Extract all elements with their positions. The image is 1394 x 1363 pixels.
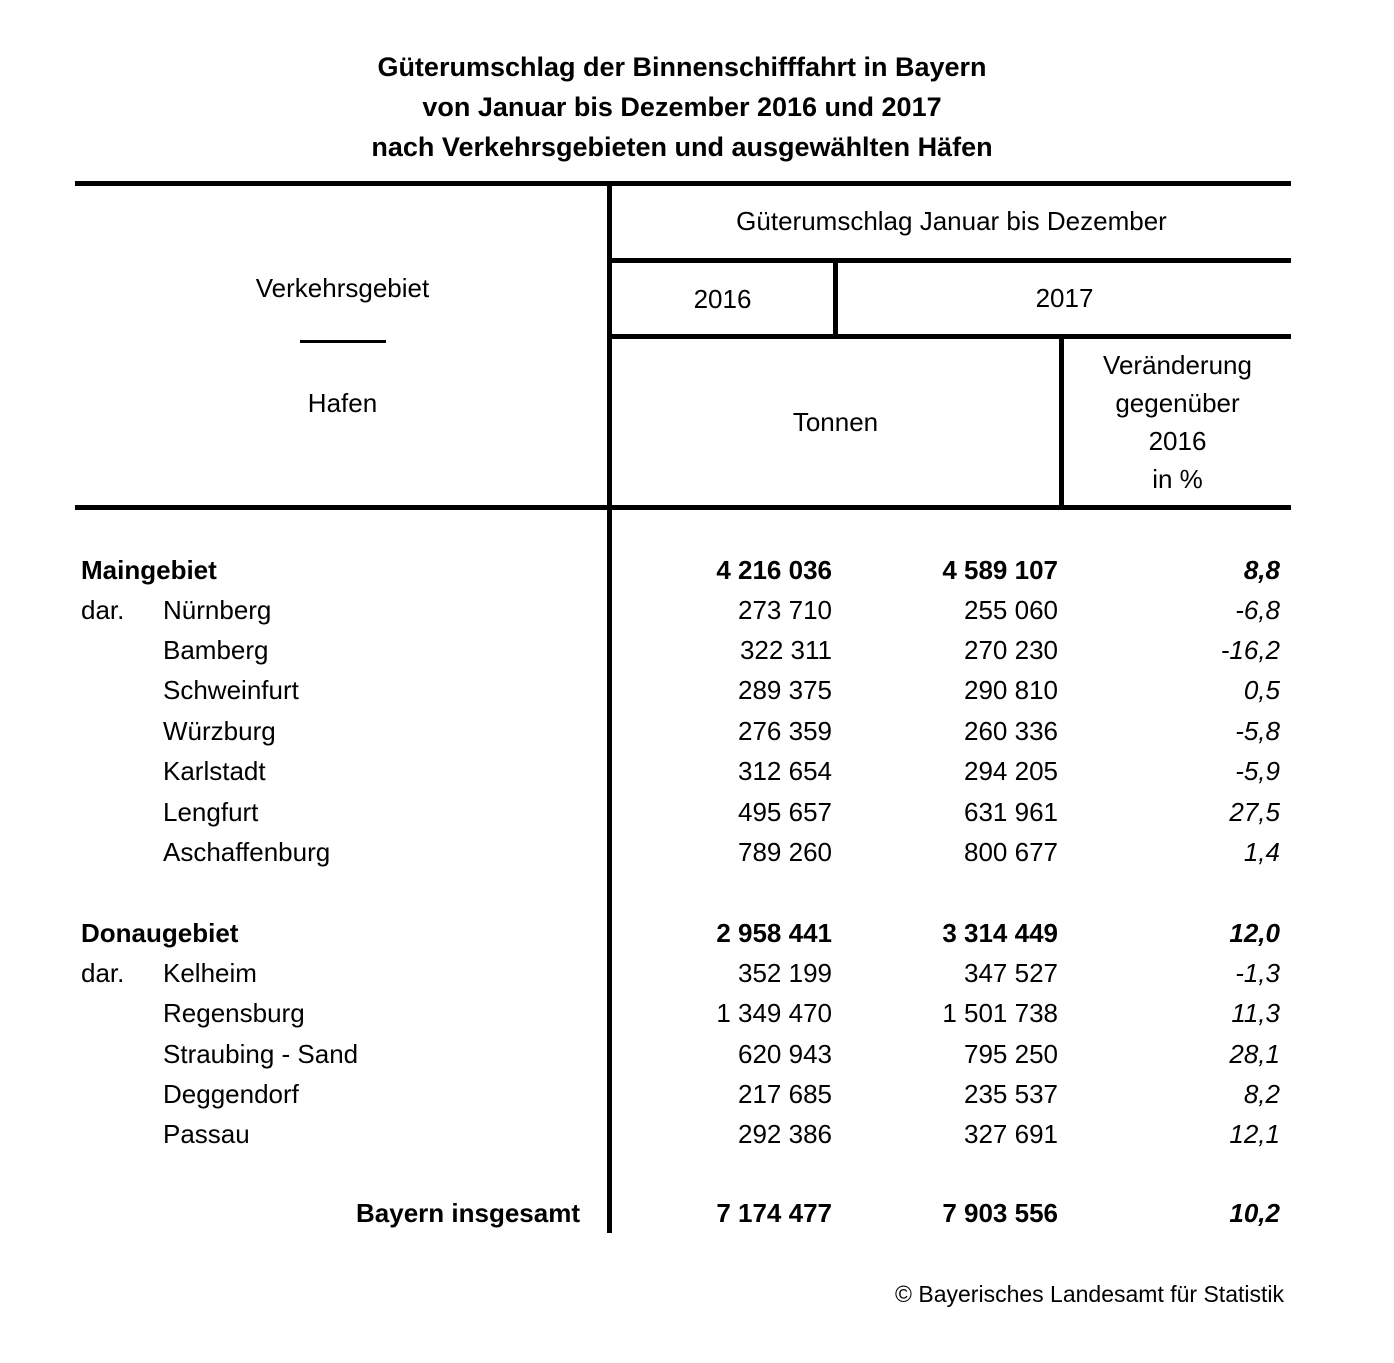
port-name: Deggendorf [163, 1079, 299, 1109]
port-name: Passau [163, 1119, 250, 1149]
value-2016: 273 710 [738, 595, 832, 625]
value-2017: 795 250 [964, 1039, 1058, 1069]
table-row [0, 993, 1394, 1033]
change-header-line-2: gegenüber [1115, 388, 1240, 418]
value-2016: 352 199 [738, 958, 832, 988]
stub-header-top: Verkehrsgebiet [255, 273, 430, 303]
port-name: Würzburg [163, 716, 276, 746]
change-header [1064, 346, 1291, 498]
change-percent: -16,2 [1220, 635, 1280, 665]
dar-prefix: dar. [81, 595, 125, 625]
change-percent: 10,2 [1229, 1198, 1280, 1228]
year-2016-header: 2016 [693, 284, 752, 314]
group-header-rule [607, 258, 1291, 263]
port-name: Bamberg [163, 635, 269, 665]
change-percent: -5,9 [1235, 756, 1280, 786]
stub-header-bottom: Hafen [307, 388, 378, 418]
port-name: Regensburg [163, 998, 305, 1028]
value-2016: 292 386 [738, 1119, 832, 1149]
copyright-notice: © Bayerisches Landesamt für Statistik [895, 1281, 1284, 1307]
table-top-rule [75, 181, 1291, 186]
value-2017: 327 691 [964, 1119, 1058, 1149]
stub-header-separator [300, 340, 386, 343]
header-bottom-rule [75, 505, 1291, 510]
table-row-total [0, 1193, 1394, 1233]
change-percent: 12,0 [1229, 918, 1280, 948]
value-2017: 260 336 [964, 716, 1058, 746]
change-percent: 12,1 [1229, 1119, 1280, 1149]
value-2016: 276 359 [738, 716, 832, 746]
port-name: Straubing - Sand [163, 1039, 359, 1069]
table-row-region [0, 550, 1394, 590]
value-2016: 620 943 [738, 1039, 832, 1069]
title-line-1: Güterumschlag der Binnenschifffahrt in Bayern [377, 52, 987, 82]
port-name: Aschaffenburg [163, 837, 331, 867]
region-name: Maingebiet [81, 555, 217, 585]
year-header-rule [607, 334, 1291, 339]
value-2016: 4 216 036 [716, 555, 832, 585]
value-2016: 1 349 470 [716, 998, 832, 1028]
value-2017: 4 589 107 [942, 555, 1058, 585]
table-row [0, 792, 1394, 832]
value-2017: 290 810 [964, 675, 1058, 705]
change-percent: 27,5 [1229, 797, 1280, 827]
value-2017: 294 205 [964, 756, 1058, 786]
change-percent: -6,8 [1235, 595, 1280, 625]
group-header: Güterumschlag Januar bis Dezember [736, 206, 1167, 236]
value-2016: 289 375 [738, 675, 832, 705]
change-header-line-1: Veränderung [1103, 350, 1252, 380]
change-percent: 1,4 [1243, 837, 1280, 867]
table-row [0, 711, 1394, 751]
value-2016: 217 685 [738, 1079, 832, 1109]
value-2017: 235 537 [964, 1079, 1058, 1109]
title-line-3: nach Verkehrsgebieten und ausgewählten Häfen [371, 132, 993, 162]
value-2016: 322 311 [739, 635, 832, 665]
value-2017: 1 501 738 [942, 998, 1058, 1028]
table-row [0, 751, 1394, 791]
table-row [0, 832, 1394, 872]
table-row [0, 590, 1394, 630]
table-row [0, 953, 1394, 993]
port-name: Lengfurt [163, 797, 259, 827]
dar-prefix: dar. [81, 958, 125, 988]
value-2017: 270 230 [964, 635, 1058, 665]
port-name: Schweinfurt [163, 675, 299, 705]
table-row [0, 670, 1394, 710]
value-2017: 347 527 [964, 958, 1058, 988]
table-row [0, 1074, 1394, 1114]
value-2016: 2 958 441 [716, 918, 832, 948]
table-row [0, 1034, 1394, 1074]
change-percent: 8,2 [1243, 1079, 1280, 1109]
title-line-2: von Januar bis Dezember 2016 und 2017 [422, 92, 942, 122]
value-2017: 800 677 [964, 837, 1058, 867]
value-2016: 7 174 477 [716, 1198, 832, 1228]
change-percent: 8,8 [1243, 555, 1280, 585]
port-name: Nürnberg [163, 595, 272, 625]
unit-header: Tonnen [792, 407, 879, 437]
change-percent: -5,8 [1235, 716, 1280, 746]
table-row-region [0, 913, 1394, 953]
value-2016: 495 657 [738, 797, 832, 827]
region-name: Donaugebiet [81, 918, 239, 948]
year-2017-header: 2017 [1035, 283, 1094, 313]
table-row [0, 630, 1394, 670]
change-header-line-4: in % [1152, 464, 1203, 494]
value-2017: 3 314 449 [942, 918, 1058, 948]
table-row [0, 1114, 1394, 1154]
value-2017: 255 060 [964, 595, 1058, 625]
change-percent: -1,3 [1235, 958, 1280, 988]
port-name: Kelheim [163, 958, 257, 988]
change-percent: 28,1 [1229, 1039, 1280, 1069]
value-2017: 7 903 556 [942, 1198, 1058, 1228]
port-name: Karlstadt [163, 756, 266, 786]
value-2016: 789 260 [738, 837, 832, 867]
value-2017: 631 961 [964, 797, 1058, 827]
change-header-line-3: 2016 [1148, 426, 1207, 456]
total-label: Bayern insgesamt [356, 1198, 580, 1228]
value-2016: 312 654 [738, 756, 832, 786]
change-percent: 0,5 [1243, 675, 1280, 705]
change-percent: 11,3 [1231, 998, 1280, 1028]
